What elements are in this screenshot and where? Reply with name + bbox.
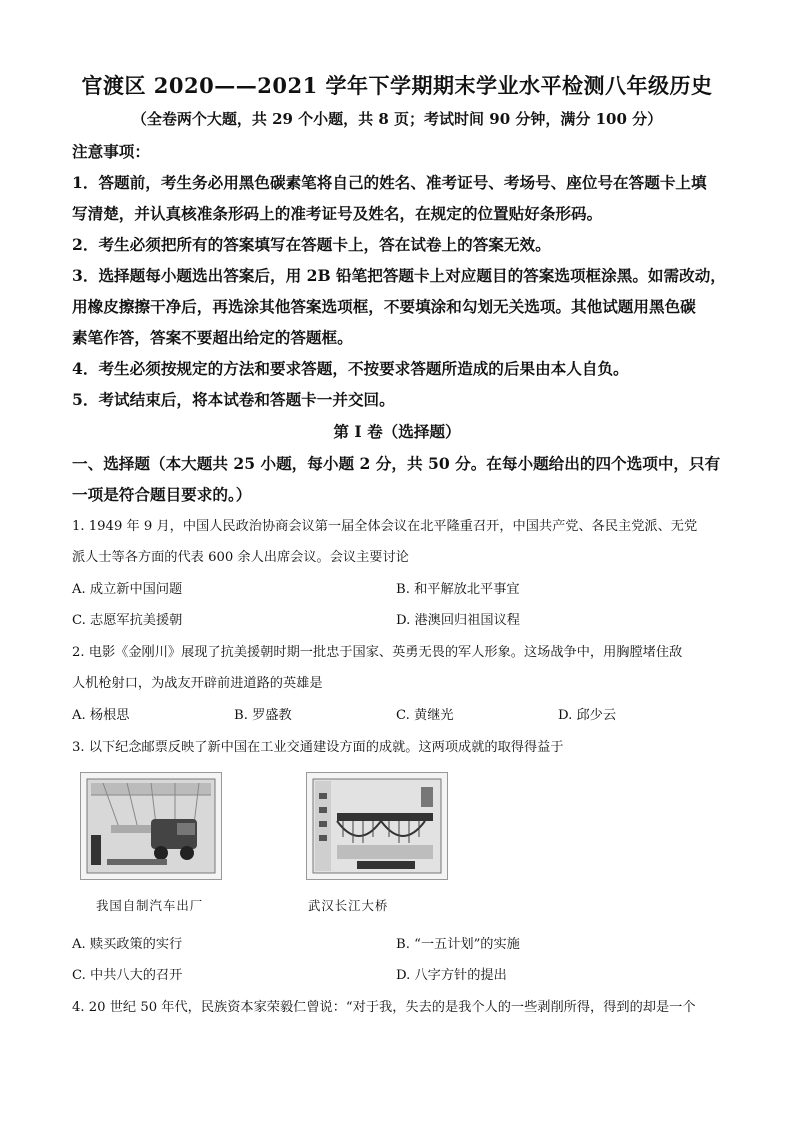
notice-line: 5．考试结束后，将本试卷和答题卡一并交回。 [72, 390, 395, 409]
q2-option-d: D. 邱少云 [558, 708, 617, 723]
page-title: 官渡区 2020——2021 学年下学期期末学业水平检测八年级历史 [81, 73, 713, 98]
notice-line: 4．考生必须按规定的方法和要求答题，不按要求答题所造成的后果由本人自负。 [72, 359, 629, 378]
question-2-stem: 2. 电影《金刚川》展现了抗美援朝时期一批忠于国家、英勇无畏的军人形象。这场战争中，用胸膛堵住敌 [72, 645, 683, 660]
notice-line: 3．选择题每小题选出答案后，用 2B 铅笔把答题卡上对应题目的答案选项框涂黑。如需改动， [72, 266, 726, 285]
q2-option-c: C. 黄继光 [396, 708, 454, 723]
q1-option-d: D. 港澳回归祖国议程 [396, 613, 520, 628]
section-intro-line: 一项是符合题目要求的。） [72, 485, 252, 504]
question-3-stem: 3. 以下纪念邮票反映了新中国在工业交通建设方面的成就。这两项成就的取得得益于 [72, 740, 564, 755]
question-1-stem: 1. 1949 年 9 月，中国人民政治协商会议第一届全体会议在北平隆重召开，中国共产党、各民主党派、无党 [72, 519, 698, 534]
q1-option-a: A. 成立新中国问题 [72, 582, 183, 597]
stamp-2-caption: 武汉长江大桥 [308, 898, 389, 913]
q2-option-a: A. 杨根思 [72, 708, 130, 723]
question-2-stem: 人机枪射口，为战友开辟前进道路的英雄是 [72, 676, 323, 691]
truck-factory-illustration [81, 773, 221, 879]
notice-line: 素笔作答，答案不要超出给定的答题框。 [72, 328, 353, 347]
q3-option-b: B. “一五计划”的实施 [396, 937, 520, 952]
section-intro-line: 一、选择题（本大题共 25 小题，每小题 2 分，共 50 分。在每小题给出的四个选项中，只有 [72, 454, 721, 473]
section-title: 第 I 卷（选择题） [333, 422, 461, 441]
notice-line: 1．答题前，考生务必用黑色碳素笔将自己的姓名、准考证号、考场号、座位号在答题卡上填 [72, 173, 707, 192]
page-subtitle: （全卷两个大题，共 29 个小题，共 8 页；考试时间 90 分钟，满分 100 分） [131, 110, 663, 128]
stamp-wuhan-bridge-image [306, 772, 448, 880]
notice-heading: 注意事项： [72, 142, 150, 161]
notice-line: 写清楚，并认真核准条形码上的准考证号及姓名，在规定的位置贴好条形码。 [72, 204, 603, 223]
question-4-stem: 4. 20 世纪 50 年代，民族资本家荣毅仁曾说：“对于我，失去的是我个人的一些剥削所得，得到的却是一个 [72, 1000, 696, 1015]
q1-option-b: B. 和平解放北平事宜 [396, 582, 520, 597]
q2-option-b: B. 罗盛教 [234, 708, 292, 723]
q3-option-a: A. 赎买政策的实行 [72, 937, 183, 952]
q1-option-c: C. 志愿军抗美援朝 [72, 613, 183, 628]
notice-line: 用橡皮擦擦干净后，再选涂其他答案选项框，不要填涂和勾划无关选项。其他试题用黑色碳 [72, 297, 696, 316]
stamp-1-caption: 我国自制汽车出厂 [96, 898, 204, 913]
question-1-stem: 派人士等各方面的代表 600 余人出席会议。会议主要讨论 [72, 550, 409, 565]
q3-option-d: D. 八字方针的提出 [396, 968, 507, 983]
stamp-truck-factory-image [80, 772, 222, 880]
notice-line: 2．考生必须把所有的答案填写在答题卡上，答在试卷上的答案无效。 [72, 235, 551, 254]
wuhan-bridge-illustration [307, 773, 447, 879]
q3-option-c: C. 中共八大的召开 [72, 968, 183, 983]
